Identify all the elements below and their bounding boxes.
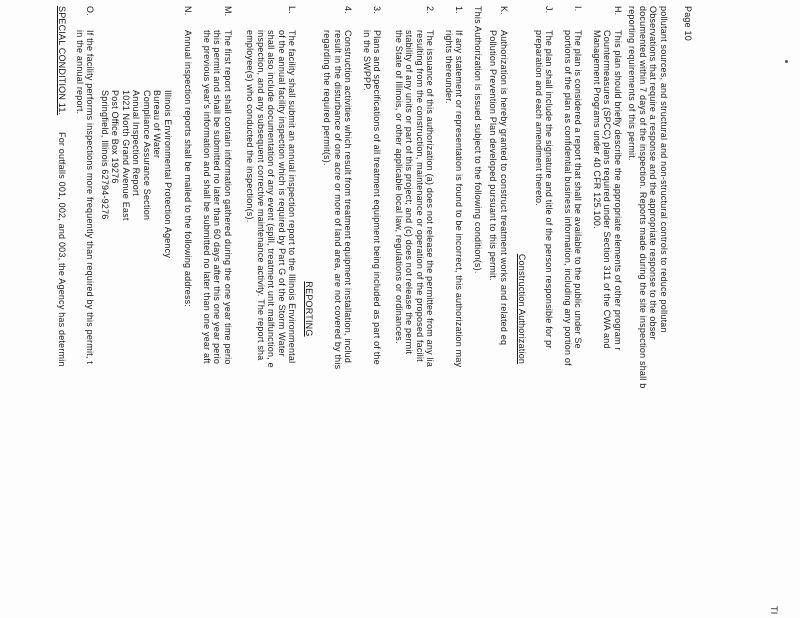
paragraph-line: The facility shall submit an annual inspection report to the Illinois Environmental: [287, 30, 298, 364]
item-label: 3.: [372, 6, 383, 14]
paragraph-line: the previous year's information and shall be submitted no later than one year aft: [202, 30, 212, 364]
paragraph-line: Management Programs under 40 CFR 125.100.: [592, 30, 602, 229]
paragraph-line: in the SWPPP.: [362, 30, 372, 91]
paragraph-line: resulting from the construction, maintenance or operation of the proposed facilit: [415, 30, 425, 362]
item-label: I.: [573, 6, 584, 12]
item-label: 4.: [343, 6, 354, 14]
item-label: H.: [613, 6, 623, 16]
item-label: L.: [287, 6, 298, 14]
paragraph-line: The first report shall contain information gathered during the one year time perio: [223, 30, 233, 365]
address-line: Bureau of Water: [152, 90, 163, 159]
special-condition-label: SPECIAL CONDITION 11.: [57, 6, 68, 116]
paragraph-line: employee(s) who conducted the inspection(s).: [245, 30, 256, 223]
paragraph-line: Authorization is hereby granted to construct treatment works and related eq: [499, 30, 509, 346]
address-line: Post Office Box 19276: [110, 90, 121, 184]
paragraph-line: pollutant sources, and structural and non-structural controls to reduce pollutan: [659, 6, 669, 333]
paragraph-line: shall also include documentation of any event (spill, treatment unit malfunction, e: [266, 30, 277, 368]
paragraph-line: Pollution Prevention Plan developed pursuant to this permit.: [488, 30, 499, 281]
paragraph-line: preparation and each amendment thereto.: [534, 30, 544, 206]
paragraph-line: the State of Illinois, or other applicable local law, regulations or ordinances.: [394, 30, 404, 344]
section-heading: REPORTING: [304, 281, 314, 337]
paragraph-line: Plans and specifications of all treatment equipment being included as part of the: [372, 30, 383, 365]
paragraph-line: Observations that require a response and the appropriate response to the obser: [648, 6, 659, 340]
address-line: Compliance Assurance Section: [142, 90, 152, 221]
paragraph-line: If the facility performs inspections more frequently than required by this permit, t: [85, 30, 96, 364]
paragraph-line: If any statement or representation is found to be incorrect, this authorization may: [454, 30, 465, 368]
paragraph-line: For outfalls 001, 002, and 003, the Agency has determin: [57, 132, 68, 367]
paragraph-line: The plan shall include the signature and title of the person responsible for pr: [544, 30, 555, 349]
paragraph-line: Annual inspection reports shall be mailed to the following address:: [183, 30, 194, 308]
item-label: 1.: [454, 6, 465, 14]
paragraph-line: result in the disturbance of one acre or more of land area, are not covered by this: [333, 30, 343, 370]
paragraph-line: inspection, and any subsequent corrective maintenance activity. The report sha: [256, 30, 266, 361]
section-heading: Construction Authorization: [517, 253, 528, 365]
paragraph-line: Countermeasures (SPCC) plans required under Section 311 of the CWA and: [602, 30, 613, 349]
paragraph-line: Construction activities which result from treatment equipment installation, includ: [343, 30, 354, 364]
page-corner-label: TI: [769, 606, 779, 615]
address-line: 1021 North Grand Avenue East: [121, 90, 131, 221]
paragraph-line: regarding the required permit(s).: [322, 30, 333, 166]
paragraph-line: in the annual report.: [75, 30, 85, 115]
paragraph-line: portions of the plan as confidential business information, including any portion of: [563, 30, 573, 366]
item-label: O.: [85, 6, 96, 16]
item-label: M.: [223, 6, 233, 17]
paragraph-line: This Authorization is issued subject to the following condition(s).: [473, 6, 483, 274]
item-label: J.: [544, 6, 555, 14]
item-label: K.: [499, 6, 509, 15]
paragraph-line: stability of any units or part of this project; and (c) does not release the permit: [404, 30, 415, 355]
paragraph-line: The issuance of this authorization (a) does not release the permittee from any lia: [425, 30, 436, 368]
paragraph-line: reporting requirements of this permit.: [627, 6, 638, 161]
address-line: Illinois Environmental Protection Agency: [163, 90, 173, 259]
address-line: Springfield, Illinois 62794-9276: [100, 90, 110, 220]
paragraph-line: documented within 7 days of the inspection. Reports made during the site inspection shall b: [638, 6, 648, 389]
paragraph-line: of the annual facility inspection which is required by Part G of the Storm Water: [277, 30, 287, 357]
paragraph-line: this permit and shall be submitted no later than 60 days after this one year perio: [212, 30, 223, 365]
address-line: Annual Inspection Report: [131, 90, 142, 196]
page-number: Page 10: [683, 6, 693, 41]
paragraph-line: The plan is considered a report that shall be available to the public under Se: [573, 30, 584, 349]
paragraph-line: rights thereunder.: [444, 30, 454, 104]
item-label: N.: [183, 6, 194, 16]
item-label: 2.: [425, 6, 436, 14]
paragraph-line: This plan should briefly describe the appropriate elements of other program r: [613, 30, 623, 351]
